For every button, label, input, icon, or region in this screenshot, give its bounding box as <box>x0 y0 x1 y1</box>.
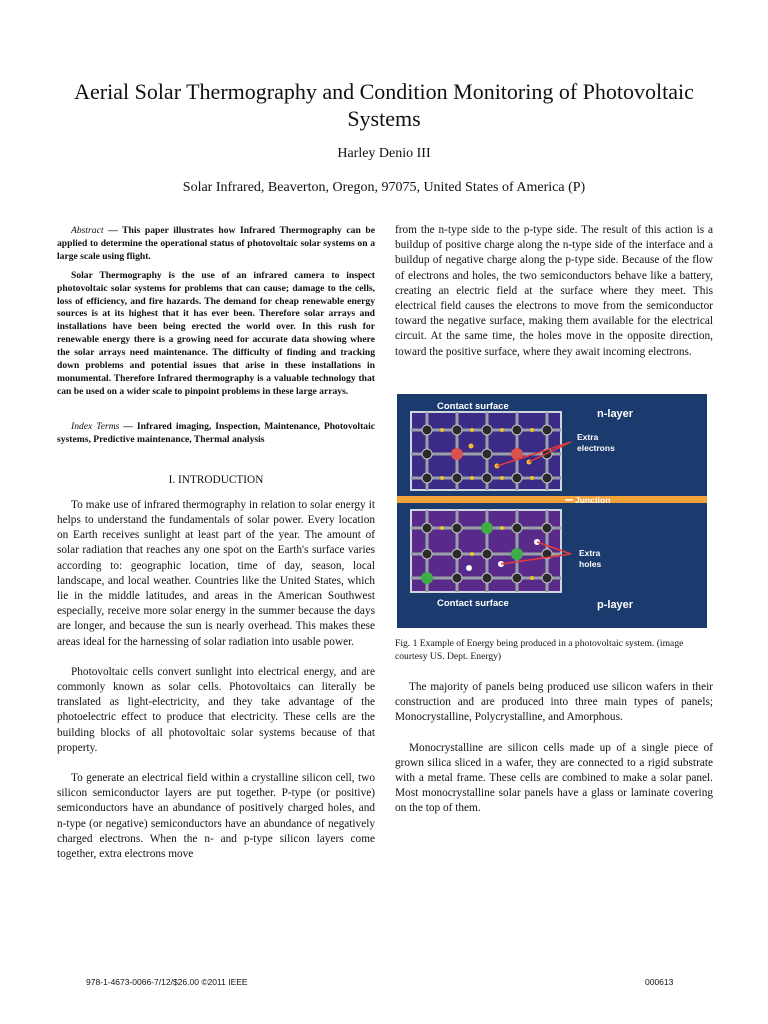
intro-paragraph-1: To make use of infrared thermography in relation to solar energy it helps to understand the fundamentals of solar power. Every location on Earth receives sunlight at least part of the year. The amount of solar radiation that reaches any one spot on the Earth's surface varies according to: geographic location, time of day, season, local landscape, and local weather. Countries like the United States, which lie in the middle latitudes, and areas in the American Southwest especially, receive more solar energy in the summer because the days are longer, and because the sun is nearly overhead. This makes these areas ideal for the harnessing of solar radiation into usable power. <box>57 498 375 648</box>
abstract-dash: — <box>108 225 118 236</box>
intro-paragraph-3: To generate an electrical field within a crystalline silicon cell, two silicon semiconductor layers are put together. P-type (or positive) semiconductors have an abundance of positively charged holes, and n-type (or negative) semiconductors have an abundance of negatively charged electrons. When the n- and p-type silicon layers come together, extra electrons move <box>57 772 375 861</box>
abstract-paragraph-2: Solar Thermography is the use of an infrared camera to inspect photovoltaic solar systems for problems that can cause; damage to the cells, loss of efficiency, and fire hazards. The demand for cheap renewable energy sources is at its highest that it has ever been. Therefore solar arrays and installations have been being erected the world over. In this rush for renewable energy there is a growing need for accurate data showing where the solar arrays need maintenance. The difficulty of finding and tracking down problems and potential issues that arise in these installations in monumental. Therefore Infrared thermography is a valuable technology that can be used on a wider scale to pinpoint problems in these large arrays. <box>57 269 375 397</box>
pn-junction-diagram <box>397 394 707 628</box>
abstract-text: This paper illustrates how Infrared Thermography can be applied to determine the operational status of photovoltaic solar systems on a large scale using flight. <box>57 225 376 262</box>
intro-paragraph-2: Photovoltaic cells convert sunlight into electrical energy, and are commonly known as solar cells. Photovoltaics can literally be translated as light-electricity, and they take advantage of the photoelectric effect to produce that electricity. These cells are the building blocks of all photovoltaic solar systems because of that property. <box>57 665 375 754</box>
index-terms <box>57 421 375 447</box>
paper-title: Aerial Solar Thermography and Condition Monitoring of Photovoltaic Systems <box>74 79 694 131</box>
right-paragraph-2: The majority of panels being produced use silicon wafers in their construction and are produced into three main types of panels; Monocrystalline, Polycrystalline, and Amorphous. <box>395 681 713 724</box>
right-paragraph-1: from the n-type side to the p-type side. The result of this action is a buildup of positive charge along the n-type side of the interface and a buildup of negative charge along the p-type side. Because of the flow of electrons and holes, the two semiconductors behave like a battery, creating an electric field at the surface where they meet. This electrical field causes the electrons to move from the semiconductor toward the negative surface, making them available for the electrical circuit. At the same time, the holes move in the opposite direction, toward the positive surface, where they await incoming electrons. <box>395 224 713 358</box>
n-layer-label: n-layer <box>597 408 634 420</box>
junction-band <box>397 496 707 503</box>
extra-holes-label-1: Extra <box>579 548 601 558</box>
index-terms-text: Infrared imaging, Inspection, Maintenance, Photovoltaic systems, Predictive maintenance, Thermal analysis <box>57 420 376 445</box>
junction-label: Junction <box>575 495 611 505</box>
right-column-top <box>395 223 713 360</box>
figure-caption: Fig. 1 Example of Energy being produced in a photovoltaic system. (image courtesy US. Dept. Energy) <box>395 638 684 662</box>
abstract <box>57 225 375 264</box>
contact-surface-bottom-label: Contact surface <box>437 598 509 609</box>
author-name: Harley Denio III <box>337 146 431 161</box>
section-heading-introduction: I. INTRODUCTION <box>168 473 264 486</box>
index-terms-label: Index Terms <box>71 420 120 432</box>
extra-electrons-label-1: Extra <box>577 432 599 442</box>
p-layer-label: p-layer <box>597 599 634 611</box>
left-column <box>57 225 375 862</box>
right-paragraph-3: Monocrystalline are silicon cells made up of a single piece of grown silica sliced in a wafer, they are connected to a rigid substrate with a metal frame. These cells are combined to make a solar panel. Most monocrystalline solar panels have a glass or laminate covering on the top of them. <box>395 741 713 815</box>
footer-isbn: 978-1-4673-0066-7/12/$26.00 ©2011 IEEE <box>86 977 248 987</box>
contact-surface-top-label: Contact surface <box>437 401 509 412</box>
right-column-bottom <box>395 680 713 817</box>
extra-electrons-label-2: electrons <box>577 443 615 453</box>
footer-page-number: 000613 <box>645 977 674 987</box>
extra-holes-label-2: holes <box>579 559 602 569</box>
author-affiliation: Solar Infrared, Beaverton, Oregon, 97075, United States of America (P) <box>182 180 586 195</box>
abstract-label: Abstract <box>71 225 104 236</box>
index-terms-dash: — <box>123 420 133 432</box>
figure-pn-junction <box>397 394 707 628</box>
